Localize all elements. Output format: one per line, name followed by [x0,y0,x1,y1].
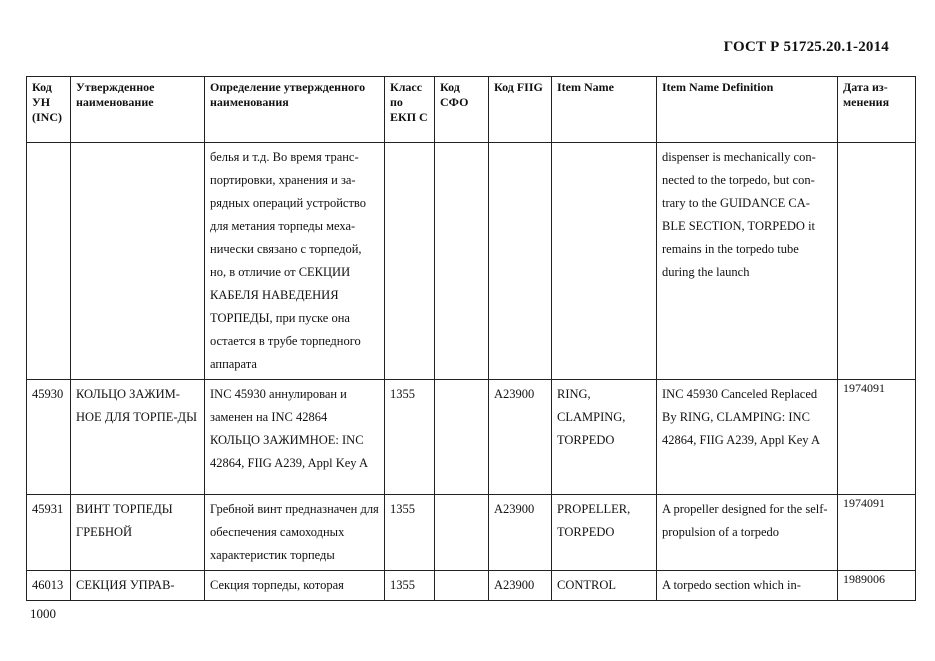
cell-definition-ru: Секция торпеды, которая [205,571,385,601]
cell-date: 1974091 [838,380,916,495]
cell-name-ru: ВИНТ ТОРПЕДЫ ГРЕБНОЙ [71,495,205,571]
cell-inc: 45931 [27,495,71,571]
cell-definition-ru: INC 45930 аннулирован и заменен на INC 42864 КОЛЬЦО ЗАЖИМНОЕ: INC 42864, FIIG A239, Appl Key A [205,380,385,495]
cell-name-ru: СЕКЦИЯ УПРАВ- [71,571,205,601]
table-header-row [27,77,916,143]
col-header-item-definition: Item Name Definition [657,77,838,143]
cell-item-name: CONTROL [552,571,657,601]
cell-fiig [489,143,552,380]
col-header-inc: Код УН (INC) [27,77,71,143]
col-header-fiig: Код FIIG [489,77,552,143]
table-row [27,380,916,495]
table-row [27,571,916,601]
col-header-item-name: Item Name [552,77,657,143]
cell-fiig: A23900 [489,495,552,571]
cell-sfo [435,380,489,495]
col-header-definition-ru: Определение утвержденного наименования [205,77,385,143]
cell-sfo [435,571,489,601]
cell-class [385,143,435,380]
cell-class: 1355 [385,571,435,601]
cell-definition-ru: Гребной винт предназначен для обеспечения самоходных характеристик торпеды [205,495,385,571]
col-header-class: Класс по ЕКП С [385,77,435,143]
col-header-date: Дата из-менения [838,77,916,143]
cell-item-name [552,143,657,380]
cell-sfo [435,495,489,571]
cell-class: 1355 [385,495,435,571]
cell-class: 1355 [385,380,435,495]
cell-item-name: RING, CLAMPING, TORPEDO [552,380,657,495]
table-row [27,143,916,380]
cell-date: 1989006 [838,571,916,601]
col-header-name-ru: Утвержденное наименование [71,77,205,143]
cell-item-definition: A propeller designed for the self-propulsion of a torpedo [657,495,838,571]
cell-inc: 46013 [27,571,71,601]
cell-item-definition: INC 45930 Canceled Replaced By RING, CLAMPING: INC 42864, FIIG A239, Appl Key A [657,380,838,495]
table-row [27,495,916,571]
cell-item-definition: dispenser is mechanically con-nected to the torpedo, but con-trary to the GUIDANCE CA-BLE SECTION, TORPEDO it remains in the torpedo tube during the launch [657,143,838,380]
cell-date [838,143,916,380]
cell-inc [27,143,71,380]
col-header-sfo: Код СФО [435,77,489,143]
cell-name-ru [71,143,205,380]
cell-definition-ru: белья и т.д. Во время транс-портировки, хранения и за-рядных операций устройство для метания торпеды меха-нически связано с торпедой, но, в отличие от СЕКЦИИ КАБЕЛЯ НАВЕДЕНИЯ ТОРПЕДЫ, при пуске она остается в трубе торпедного аппарата [205,143,385,380]
cell-fiig: A23900 [489,380,552,495]
cell-date: 1974091 [838,495,916,571]
document-code: ГОСТ Р 51725.20.1-2014 [723,39,889,55]
cell-sfo [435,143,489,380]
cell-name-ru: КОЛЬЦО ЗАЖИМ-НОЕ ДЛЯ ТОРПЕ-ДЫ [71,380,205,495]
cell-inc: 45930 [27,380,71,495]
nomenclature-table [26,76,916,601]
cell-item-name: PROPELLER, TORPEDO [552,495,657,571]
cell-item-definition: A torpedo section which in- [657,571,838,601]
page-number: 1000 [30,606,56,621]
cell-fiig: A23900 [489,571,552,601]
